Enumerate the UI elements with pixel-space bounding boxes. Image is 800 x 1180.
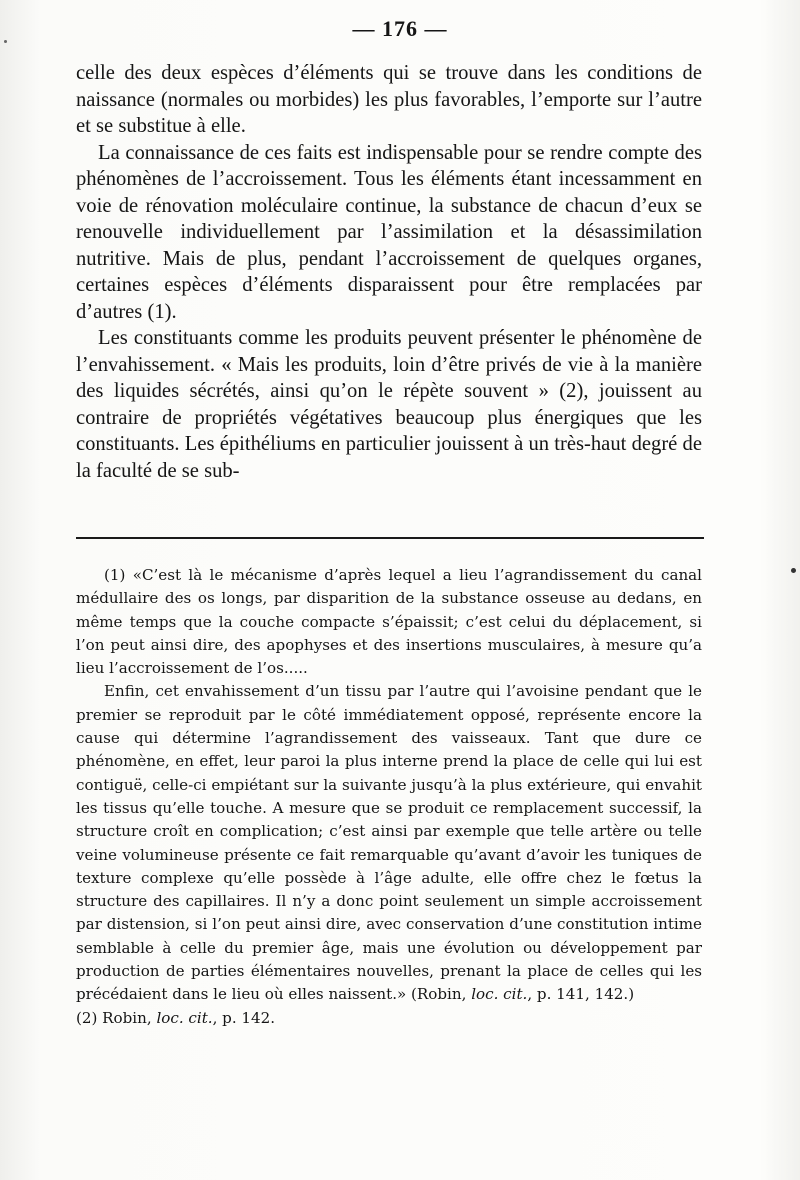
paragraph-continuation: celle des deux espèces d’éléments qui se trouve dans les conditions de naissance (normales ou morbides) les plus favorables, l’emporte sur l’autre et se substitue à elle. — [76, 62, 702, 137]
footnote-2-text: (2) Robin, — [76, 1008, 152, 1027]
footnote-1-text: Enfin, cet envahissement d’un tissu par l’autre qui l’avoisine pendant que le premier se reproduit par le côté immédiatement opposé, représente encore la cause qui détermine l’agrandissement des vaisseaux. Tant que dure ce phénomène, en effet, leur paroi la plus interne prend la place de celle qui lui est contiguë, celle-ci empiétant sur la suivante jusqu’à la plus extérieure, qui envahit les tissus qu’elle touche. A mesure que se produit ce remplacement successif, la structure croît en complication; c’est ainsi par exemple que telle artère ou telle veine volumineuse présente ce fait remarquable qu’avant d’avoir les tuniques de texture complexe qu’elle possède à l’âge adulte, elle offre chez le fœtus la structure des capillaires. Il n’y a donc point seulement un simple accroissement par distension, si l’on peut ainsi dire, avec conservation d’une constitution intime semblable à celle du premier âge, mais une évolution ou développement par production de parties élémentaires nouvelles, prenant la place de celles qui les précédaient dans le lieu où elles naissent.» (Robin, — [76, 682, 702, 1004]
footnote-1-pages: , p. 141, 142.) — [527, 985, 635, 1004]
footnote-1-part-b — [76, 680, 702, 1006]
footnote-2 — [76, 1007, 702, 1030]
paragraph-3: Les constituants comme les produits peuvent présenter le phénomène de l’envahissement. « Mais les produits, loin d’être privés de vie à la manière des liquides sécrétés, ainsi qu’on le répète souvent » (2), jouissent au contraire de propriétés végétatives beaucoup plus énergiques que les constituants. Les épithéliums en particulier jouissent à un très-haut degré de la faculté de se sub- — [76, 327, 702, 482]
footnote-1-part-a: (1) «C’est là le mécanisme d’après lequel a lieu l’agrandissement du canal médullaire des os longs, par disparition de la substance osseuse au dedans, en même temps que la couche compacte s’épaissit; c’est celui du déplacement, si l’on peut ainsi dire, des apophyses et des insertions musculaires, à mesure qu’a lieu l’accroissement de l’os..... — [76, 566, 702, 678]
footnote-separator — [76, 537, 704, 539]
margin-mark — [791, 568, 796, 573]
footnotes — [76, 564, 702, 1030]
footnote-1-citation: loc. cit. — [471, 985, 528, 1004]
main-text — [76, 60, 702, 484]
paragraph-2: La connaissance de ces faits est indispensable pour se rendre compte des phénomènes de l’accroissement. Tous les éléments étant incessamment en voie de rénovation moléculaire continue, la substance de chacun d’eux se renouvelle individuellement par l’assimilation et la désassimilation nutritive. Mais de plus, pendant l’accroissement de quelques organes, certaines espèces d’éléments disparaissent pour être remplacées par d’autres (1). — [76, 141, 702, 323]
footnote-2-citation: loc. cit. — [156, 1008, 213, 1027]
page-number: — 176 — — [352, 16, 448, 41]
footnote-2-pages: , p. 142. — [212, 1008, 276, 1027]
